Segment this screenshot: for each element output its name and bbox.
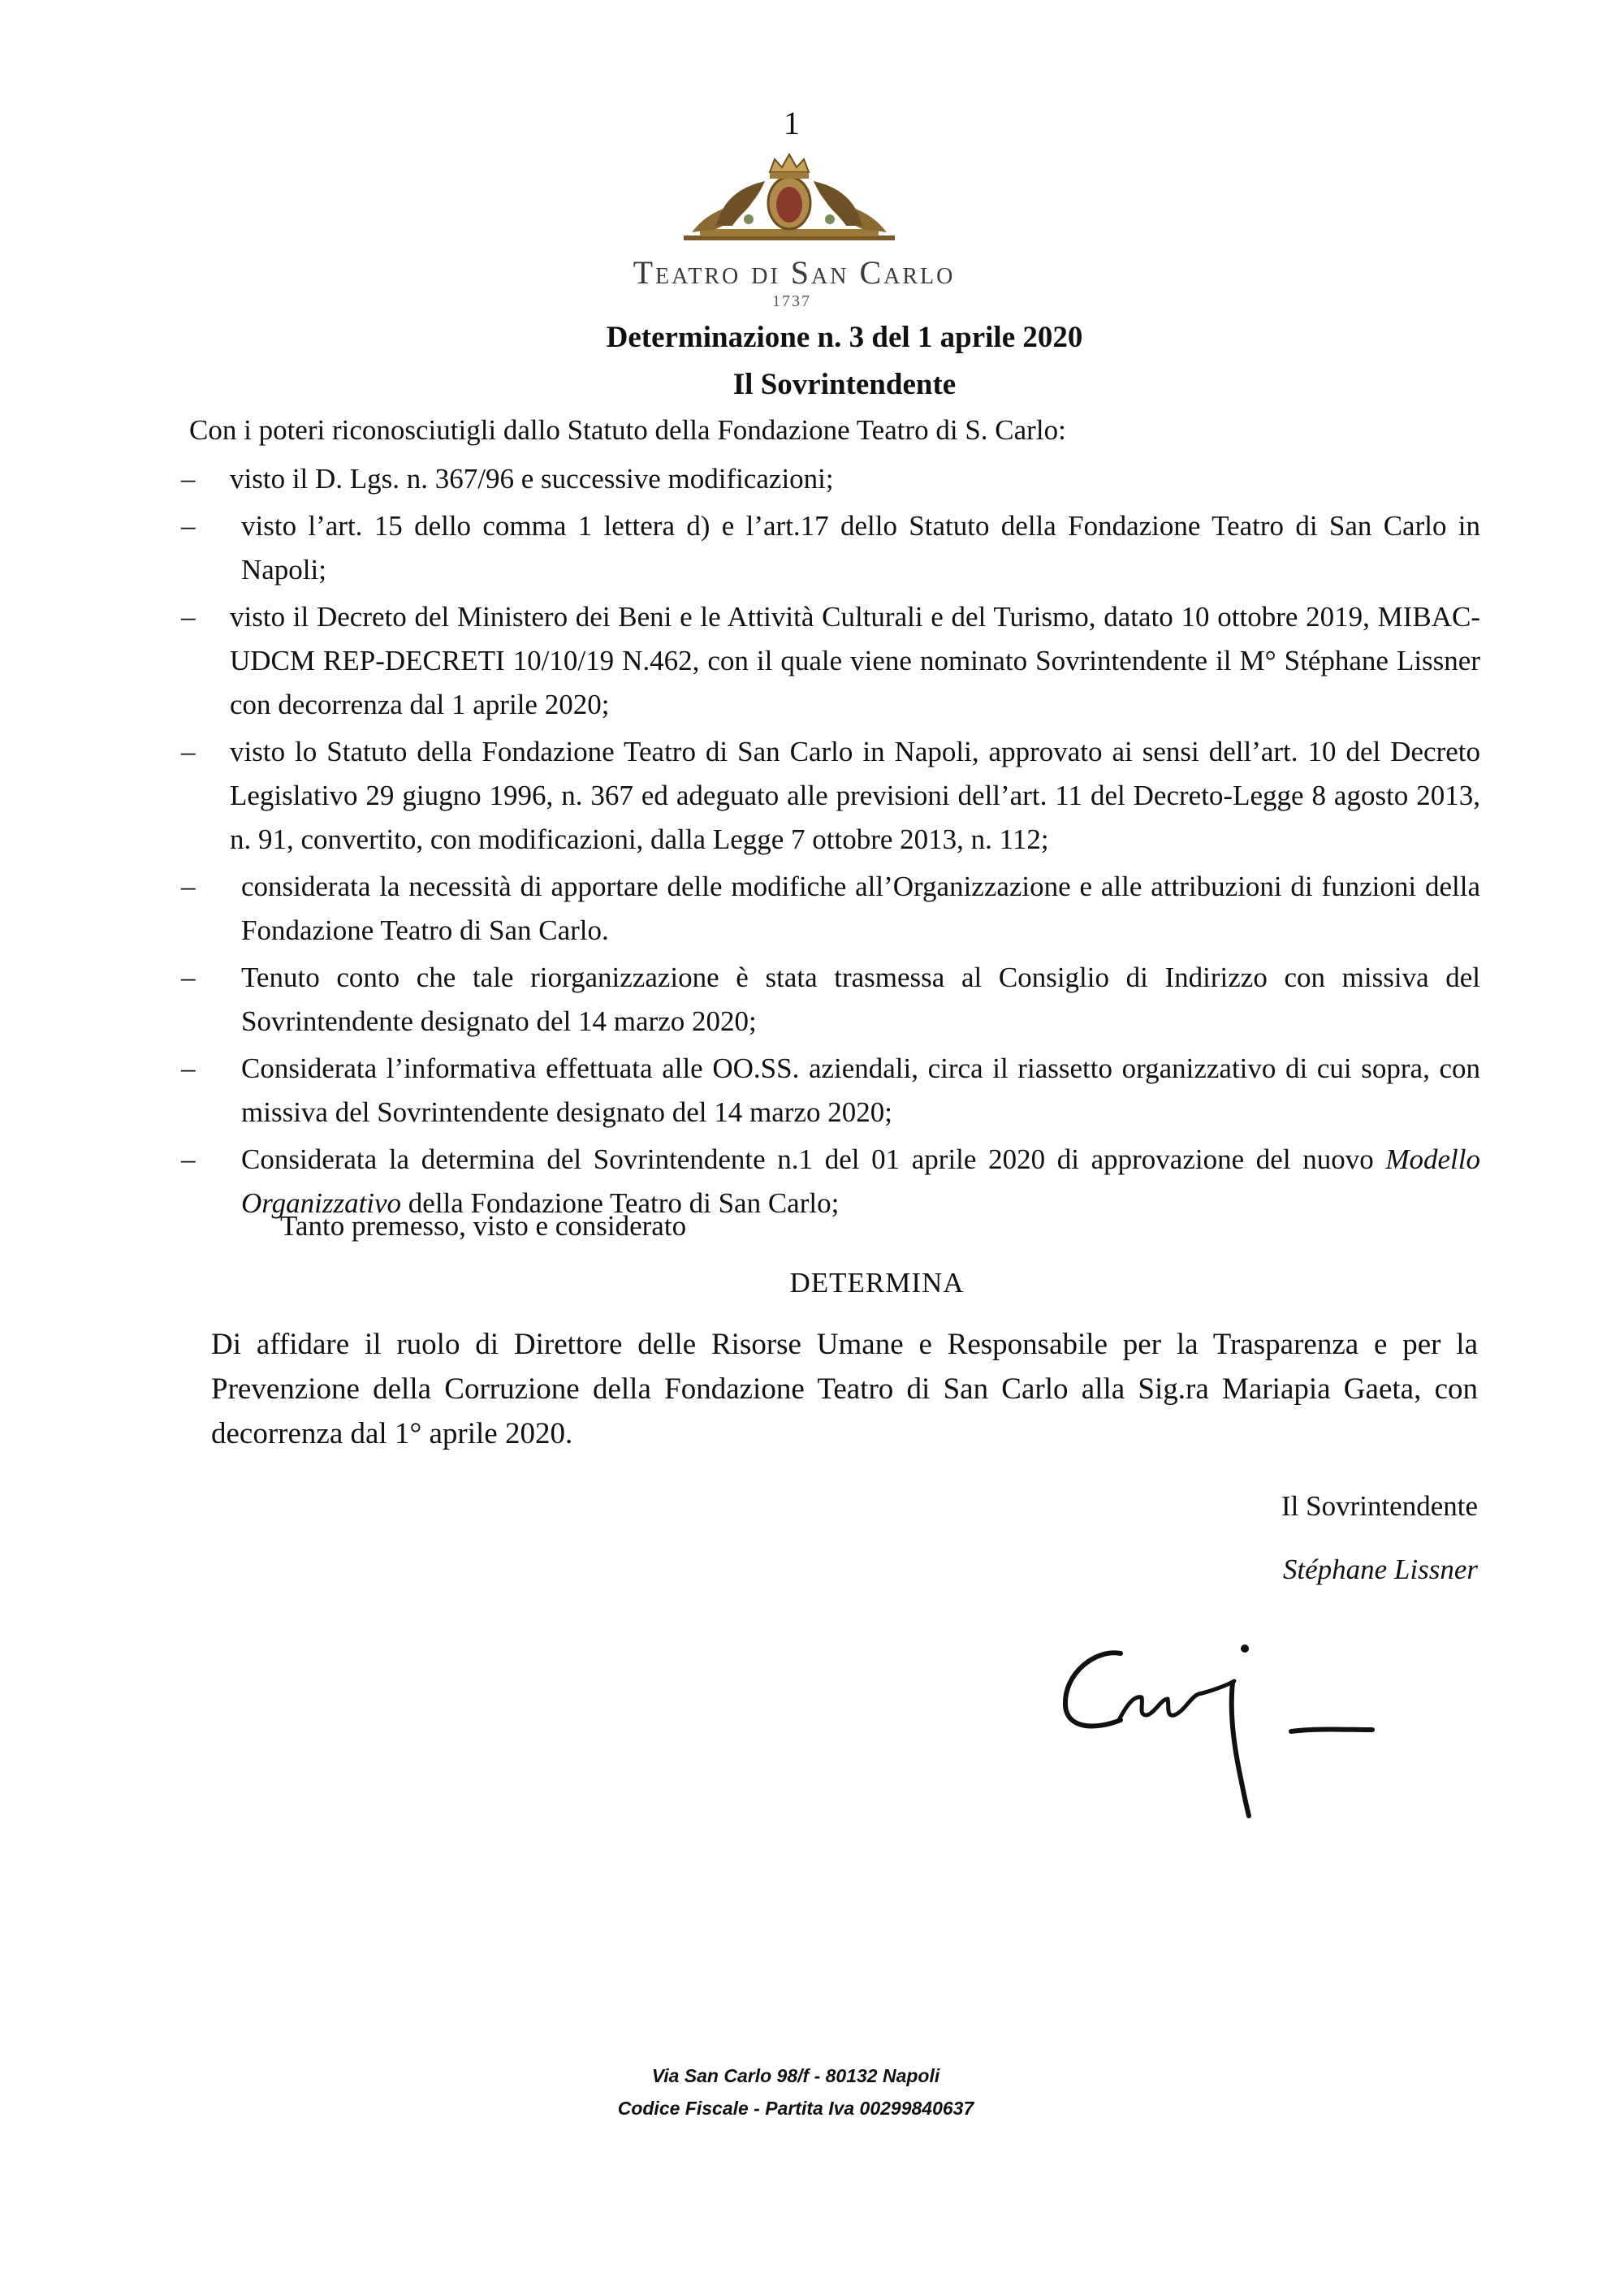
determina-heading: DETERMINA — [789, 1267, 965, 1299]
closing-text: Tanto premesso, visto e considerato — [280, 1210, 687, 1242]
dash-bullet: – — [181, 463, 196, 495]
preamble-list — [181, 457, 1480, 1229]
signatory-name: Stéphane Lissner — [1282, 1554, 1478, 1585]
preamble-item: – Considerata l’informativa effettuata alle OO.SS. aziendali, circa il riassetto organizzativo di cui sopra, con missiva del Sovrintendente designato del 14 marzo 2020; — [230, 1047, 1480, 1134]
dash-bullet: – — [181, 1143, 196, 1175]
document-title: Determinazione n. 3 del 1 aprile 2020 — [606, 321, 1083, 354]
coat-of-arms-icon — [667, 145, 911, 250]
preamble-item: – Considerata la determina del Sovrintendente n.1 del 01 aprile 2020 di approvazione del nuovo Modello Organizzativo della Fondazione Teatro di San Carlo; — [230, 1138, 1480, 1225]
dash-bullet: – — [181, 962, 196, 993]
dash-bullet: – — [181, 736, 196, 767]
preamble-item: – visto il D. Lgs. n. 367/96 e successive modificazioni; — [230, 457, 1480, 501]
signatory-role: Il Sovrintendente — [1281, 1490, 1478, 1522]
preamble-item: – visto il Decreto del Ministero dei Beni e le Attività Culturali e del Turismo, datato 10 ottobre 2019, MIBAC-UDCM REP-DECRETI 10/10/19 N.462, con il quale viene nominato Sovrintendente il M° Stéphane Lissner con decorrenza dal 1 aprile 2020; — [230, 595, 1480, 727]
preamble-item: – Tenuto conto che tale riorganizzazione è stata trasmessa al Consiglio di Indirizzo con missiva del Sovrintendente designato del 14 marzo 2020; — [230, 956, 1480, 1044]
preamble-item: – visto l’art. 15 dello comma 1 lettera d) e l’art.17 dello Statuto della Fondazione Teatro di San Carlo in Napoli; — [230, 504, 1480, 592]
dash-bullet: – — [181, 601, 196, 633]
preamble-item: – visto lo Statuto della Fondazione Teatro di San Carlo in Napoli, approvato ai sensi dell’art. 10 del Decreto Legislativo 29 giugno 1996, n. 367 ed adeguato alle previsioni dell’art. 11 del Decreto-Legge 8 agosto 2013, n. 91, convertito, con modificazioni, dalla Legge 7 ottobre 2013, n. 112; — [230, 730, 1480, 862]
dash-bullet: – — [181, 510, 196, 542]
footer-address: Via San Carlo 98/f - 80132 Napoli — [651, 2065, 940, 2086]
page-number: 1 — [784, 105, 800, 141]
dash-bullet: – — [181, 1052, 196, 1084]
footer-tax-id: Codice Fiscale - Partita Iva 00299840637 — [617, 2098, 974, 2119]
intro-text: Con i poteri riconosciutigli dallo Statuto della Fondazione Teatro di S. Carlo: — [189, 414, 1066, 446]
dash-bullet: – — [181, 871, 196, 902]
brand-year: 1737 — [772, 292, 811, 310]
italic-term: Modello Organizzativo — [241, 1143, 1480, 1219]
preamble-item: – considerata la necessità di apportare delle modifiche all’Organizzazione e alle attribuzioni di funzioni della Fondazione Teatro di San Carlo. — [230, 865, 1480, 953]
handwritten-signature — [1047, 1624, 1453, 1835]
brand-name: Teatro di San Carlo — [633, 254, 956, 291]
authority-heading: Il Sovrintendente — [732, 368, 957, 401]
decision-paragraph: Di affidare il ruolo di Direttore delle Risorse Umane e Responsabile per la Trasparenza e per la Prevenzione della Corruzione della Fondazione Teatro di San Carlo alla Sig.ra Mariapia Gaeta, con decorrenza dal 1° aprile 2020. — [211, 1328, 1478, 1450]
